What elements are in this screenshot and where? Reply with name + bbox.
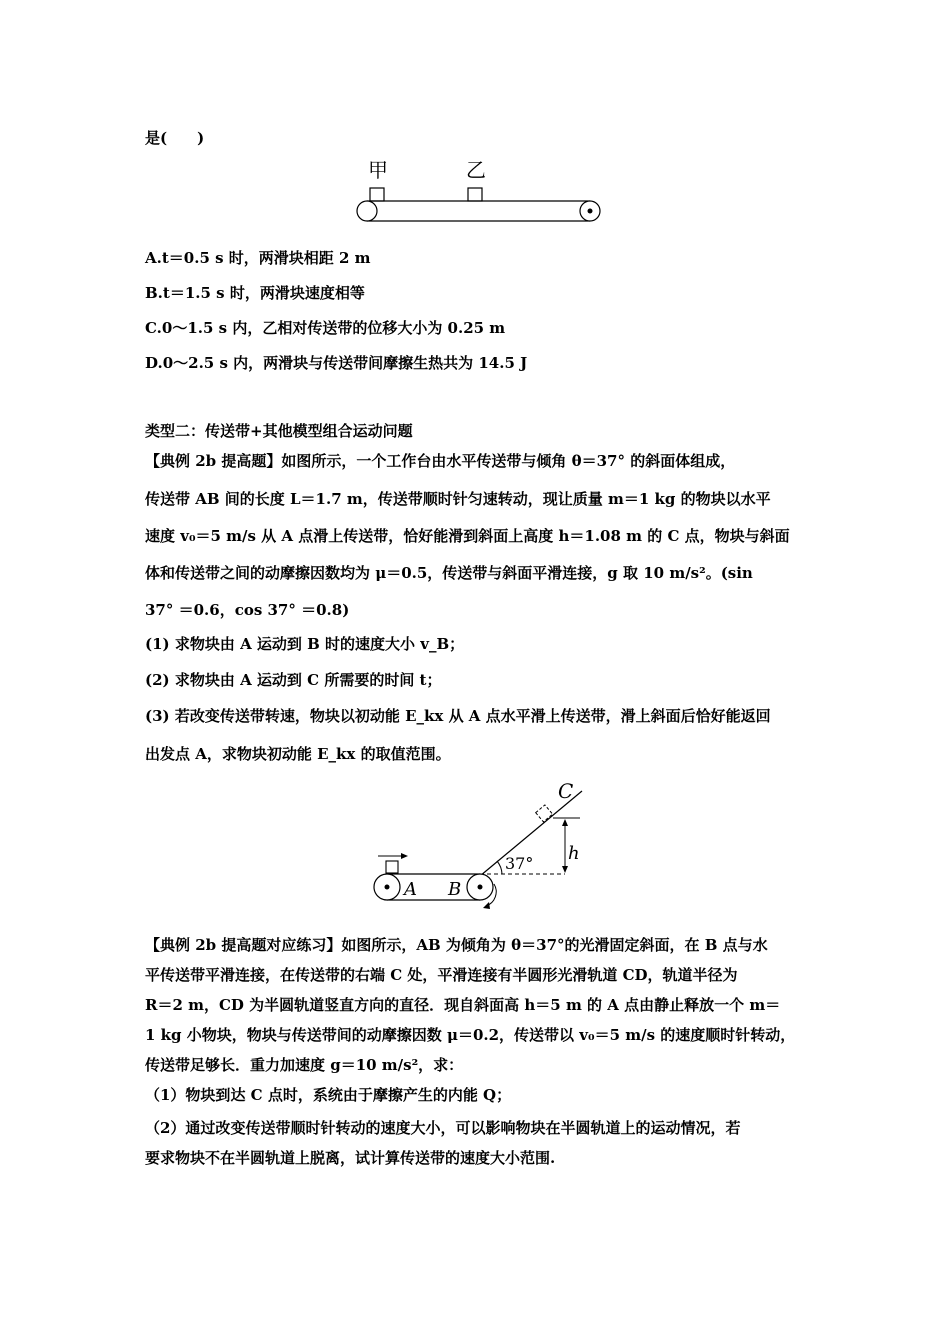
- label-jia: 甲: [368, 158, 388, 182]
- example-q2: (2) 求物块由 A 运动到 C 所需要的时间 t；: [145, 671, 442, 689]
- practice-line-5: 传送带足够长．重力加速度 g＝10 m/s²，求：: [145, 1056, 464, 1074]
- example-q1: (1) 求物块由 A 运动到 B 时的速度大小 v_B；: [145, 635, 465, 653]
- practice-line-3: R＝2 m，CD 为半圆轨道竖直方向的直径．现自斜面高 h＝5 m 的 A 点由静止释放一个 m＝: [145, 996, 781, 1014]
- left-wheel: [357, 201, 377, 221]
- example-line-3: 速度 v₀＝5 m/s 从 A 点滑上传送带，恰好能滑到斜面上高度 h＝1.08 m 的 C 点，物块与斜面: [145, 527, 790, 545]
- section-title: 类型二：传送带+其他模型组合运动问题: [145, 422, 413, 440]
- example-line-2: 传送带 AB 间的长度 L＝1.7 m，传送带顺时针匀速转动，现让质量 m＝1 kg 的物块以水平: [145, 490, 771, 508]
- example-line-5: 37° ＝0.6，cos 37° ＝0.8): [145, 601, 350, 619]
- example-q3: (3) 若改变传送带转速，物块以初动能 E_kx 从 A 点水平滑上传送带，滑上斜面后恰好能返回: [145, 707, 771, 725]
- label-angle: 37°: [505, 854, 534, 873]
- label-yi: 乙: [466, 158, 486, 182]
- example-line-1: 【典例 2b 提高题】如图所示，一个工作台由水平传送带与倾角 θ＝37° 的斜面体组成，: [145, 452, 736, 470]
- block-on-belt: [386, 861, 398, 873]
- option-a: A.t＝0.5 s 时，两滑块相距 2 m: [145, 249, 371, 267]
- figure-conveyor-incline: [370, 776, 600, 916]
- option-d: D.0～2.5 s 内，两滑块与传送带间摩擦生热共为 14.5 J: [145, 354, 528, 372]
- practice-line-1: 【典例 2b 提高题对应练习】如图所示，AB 为倾角为 θ＝37°的光滑固定斜面，在 B 点与水: [145, 936, 768, 954]
- option-b: B.t＝1.5 s 时，两滑块速度相等: [145, 284, 365, 302]
- label-a: A: [404, 879, 417, 900]
- block-jia: [370, 188, 384, 201]
- figure-conveyor-two-blocks: [350, 155, 610, 227]
- practice-q2: （2）通过改变传送带顺时针转动的速度大小，可以影响物块在半圆轨道上的运动情况，若: [145, 1119, 741, 1137]
- practice-line-4: 1 kg 小物块，物块与传送带间的动摩擦因数 μ＝0.2，传送带以 v₀＝5 m/s 的速度顺时针转动，: [145, 1026, 796, 1044]
- practice-q2-cont: 要求物块不在半圆轨道上脱离，试计算传送带的速度大小范围.: [145, 1149, 556, 1167]
- label-h: h: [568, 843, 580, 864]
- label-b: B: [448, 879, 462, 900]
- option-c: C.0～1.5 s 内，乙相对传送带的位移大小为 0.25 m: [145, 319, 506, 337]
- example-q3-cont: 出发点 A，求物块初动能 E_kx 的取值范围。: [145, 745, 451, 763]
- example-line-4: 体和传送带之间的动摩擦因数均为 μ＝0.5，传送带与斜面平滑连接，g 取 10 m/s²。(sin: [145, 564, 753, 582]
- question-tail: 是( ): [145, 129, 205, 147]
- practice-q1: （1）物块到达 C 点时，系统由于摩擦产生的内能 Q；: [145, 1086, 512, 1104]
- label-c: C: [558, 779, 574, 803]
- block-on-incline: [536, 805, 553, 822]
- block-yi: [468, 188, 482, 201]
- practice-line-2: 平传送带平滑连接，在传送带的右端 C 处，平滑连接有半圆形光滑轨道 CD，轨道半径为: [145, 966, 738, 984]
